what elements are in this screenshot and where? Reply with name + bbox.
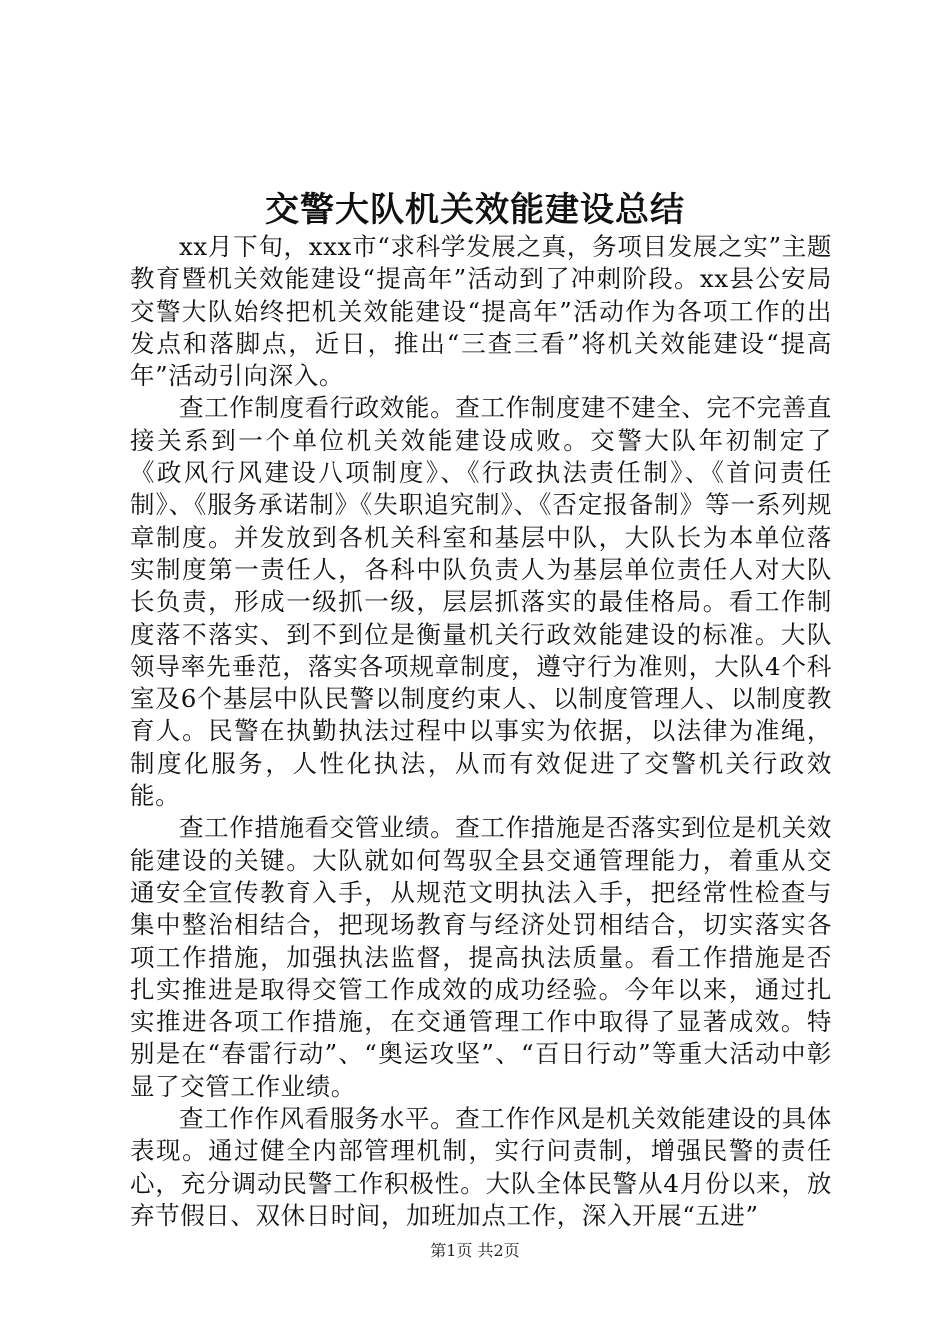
paragraph-work-system: 查工作制度看行政效能。查工作制度建不建全、完不完善直接关系到一个单位机关效能建设成败。交警大队年初制定了《政风行风建设八项制度》、《行政执法责任制》、《首问责任制》、《服务承诺制》《失职追究制》、《否定报备制》等一系列规章制度。并发放到各机关科室和基层中队，大队长为本单位落实制度第一责任人，各科中队负责人为基层单位责任人对大队长负责，形成一级抓一级，层层抓落实的最佳格局。看工作制度落不落实、到不到位是衡量机关行政效能建设的标准。大队领导率先垂范，落实各项规章制度，遵守行为准则，大队4个科室及6个基层中队民警以制度约束人、以制度管理人、以制度教育人。民警在执勤执法过程中以事实为依据，以法律为准绳，制度化服务，人性化执法，从而有效促进了交警机关行政效能。 — [130, 393, 832, 811]
document-body — [130, 231, 832, 1232]
paragraph-work-measures: 查工作措施看交管业绩。查工作措施是否落实到位是机关效能建设的关键。大队就如何驾驭全县交通管理能力，着重从交通安全宣传教育入手，从规范文明执法入手，把经常性检查与集中整治相结合，把现场教育与经济处罚相结合，切实落实各项工作措施，加强执法监督，提高执法质量。看工作措施是否扎实推进是取得交管工作成效的成功经验。今年以来，通过扎实推进各项工作措施，在交通管理工作中取得了显著成效。特别是在“春雷行动”、“奥运攻坚”、“百日行动”等重大活动中彰显了交管工作业绩。 — [130, 813, 832, 1101]
page-number-footer: 第1页 共2页 — [430, 1241, 520, 1260]
document-title: 交警大队机关效能建设总结 — [265, 190, 685, 230]
paragraph-work-style: 查工作作风看服务水平。查工作作风是机关效能建设的具体表现。通过健全内部管理机制，实行问责制，增强民警的责任心，充分调动民警工作积极性。大队全体民警从4月份以来，放弃节假日、双休日时间，加班加点工作，深入开展“五进” — [130, 1104, 832, 1230]
paragraph-intro: xx月下旬，xxx市“求科学发展之真，务项目发展之实”主题教育暨机关效能建设“提高年”活动到了冲刺阶段。xx县公安局交警大队始终把机关效能建设“提高年”活动作为各项工作的出发点和落脚点，近日，推出“三查三看”将机关效能建设“提高年”活动引向深入。 — [130, 232, 832, 391]
